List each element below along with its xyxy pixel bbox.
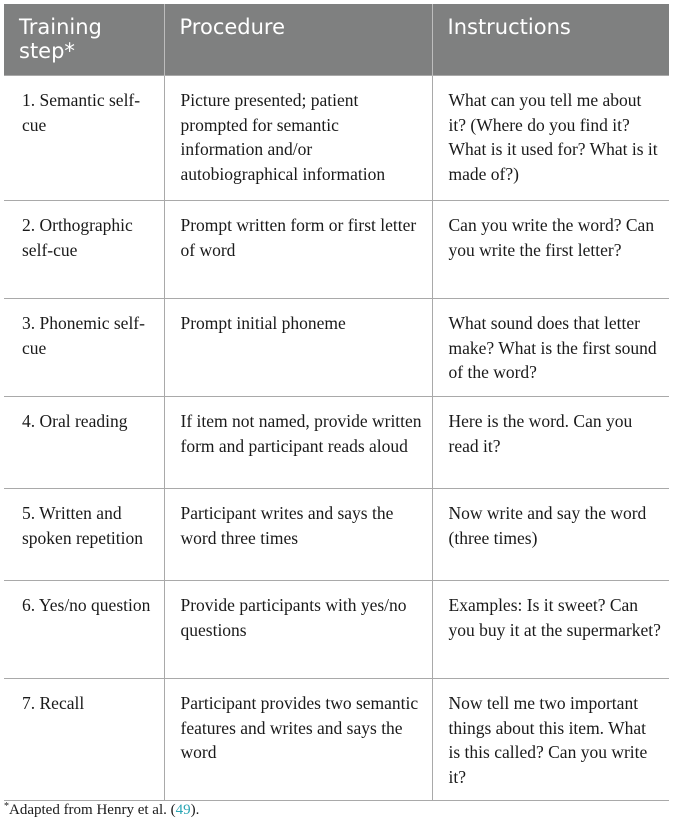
footnote-marker: * — [4, 801, 9, 812]
procedure-cell: Prompt initial phoneme — [164, 299, 432, 397]
instructions-cell: Examples: Is it sweet? Can you buy it at the supermarket? — [432, 581, 669, 679]
instructions-cell: Now write and say the word (three times) — [432, 489, 669, 581]
step-cell: 3. Phonemic self-cue — [4, 299, 164, 397]
table-row — [4, 679, 669, 801]
step-cell: 2. Orthographic self-cue — [4, 201, 164, 299]
header-instructions: Instructions — [432, 4, 669, 76]
procedure-cell: Picture presented; patient prompted for semantic information and/or autobiographical information — [164, 76, 432, 201]
table-row — [4, 581, 669, 679]
step-cell: 7. Recall — [4, 679, 164, 801]
instructions-cell: What sound does that letter make? What is the first sound of the word? — [432, 299, 669, 397]
header-row — [4, 4, 669, 76]
instructions-cell: Can you write the word? Can you write the first letter? — [432, 201, 669, 299]
training-steps-table — [4, 4, 669, 801]
procedure-cell: If item not named, provide written form and participant reads aloud — [164, 397, 432, 489]
header-training-step: Training step* — [4, 4, 164, 76]
step-cell: 6. Yes/no question — [4, 581, 164, 679]
instructions-cell: Here is the word. Can you read it? — [432, 397, 669, 489]
table-footnote — [4, 801, 199, 819]
reference-link[interactable]: 49 — [175, 802, 191, 818]
procedure-cell: Participant provides two semantic features and writes and says the word — [164, 679, 432, 801]
table-row — [4, 489, 669, 581]
step-cell: 5. Written and spoken repetition — [4, 489, 164, 581]
table-row — [4, 397, 669, 489]
procedure-cell: Provide participants with yes/no questions — [164, 581, 432, 679]
instructions-cell: Now tell me two important things about this item. What is this called? Can you write it? — [432, 679, 669, 801]
procedure-cell: Prompt written form or first letter of word — [164, 201, 432, 299]
header-procedure: Procedure — [164, 4, 432, 76]
step-cell: 4. Oral reading — [4, 397, 164, 489]
table-row — [4, 76, 669, 201]
procedure-cell: Participant writes and says the word three times — [164, 489, 432, 581]
instructions-cell: What can you tell me about it? (Where do you find it? What is it used for? What is it made of?) — [432, 76, 669, 201]
table-row — [4, 201, 669, 299]
footnote-text: Adapted from Henry et al. ( — [9, 802, 176, 818]
step-cell: 1. Semantic self-cue — [4, 76, 164, 201]
table-row — [4, 299, 669, 397]
footnote-end: ). — [190, 802, 200, 818]
